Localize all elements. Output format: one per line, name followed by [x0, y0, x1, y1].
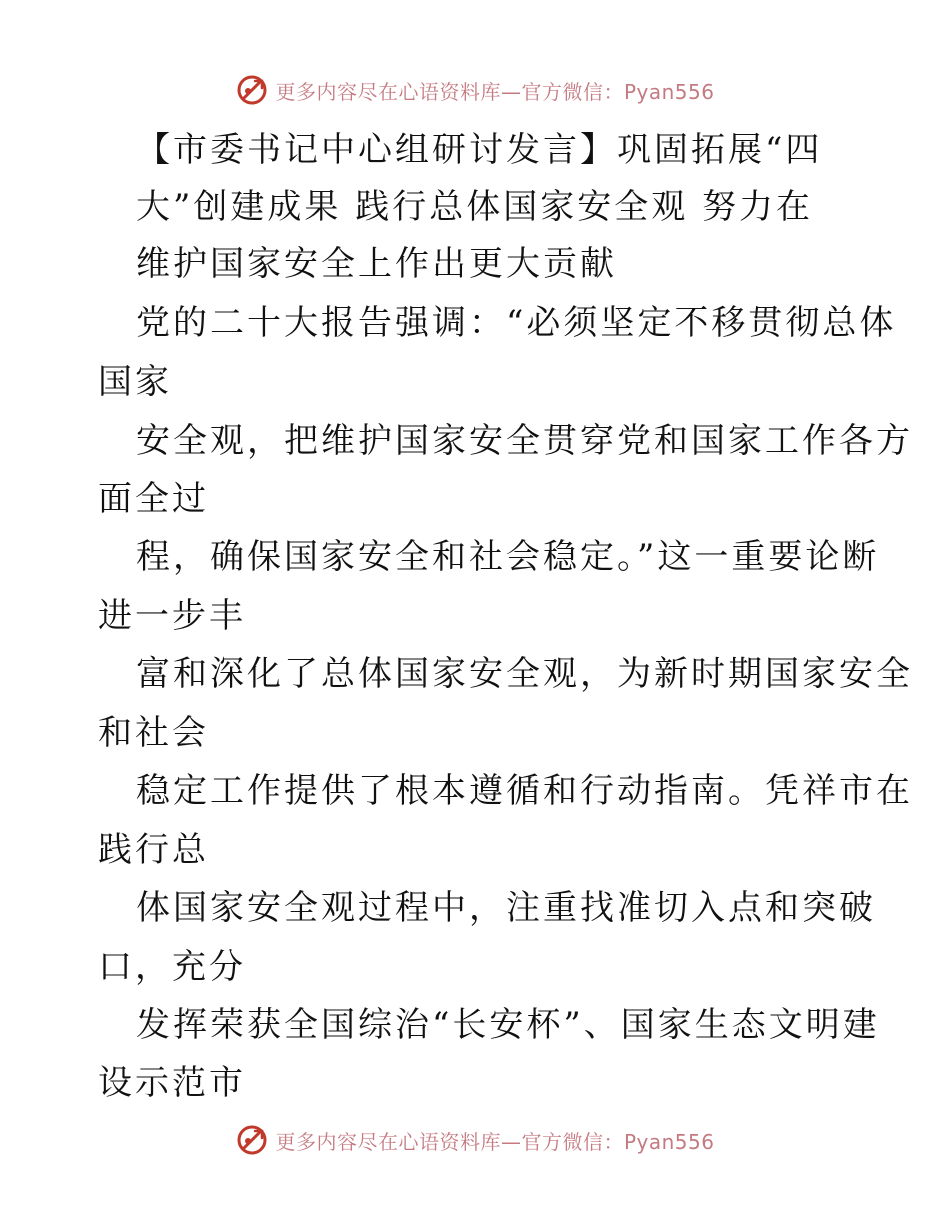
doc-line: 稳定工作提供了根本遵循和行动指南。凭祥市在: [136, 771, 913, 811]
watermark-group: [235, 1123, 714, 1157]
watermark-text: 更多内容尽在心语资料库—官方微信：Pyan556: [275, 79, 715, 104]
doc-line: 和社会: [98, 713, 209, 753]
brand-logo-icon: [235, 73, 269, 107]
brand-logo-icon: [235, 1123, 269, 1157]
doc-line: 进一步丰: [98, 596, 246, 636]
footer-watermark: [0, 1120, 950, 1160]
watermark-group: [235, 73, 714, 107]
doc-title-line-2: 大”创建成果 践行总体国家安全观 努力在: [136, 187, 813, 227]
doc-line: 安全观，把维护国家安全贯穿党和国家工作各方: [136, 421, 913, 461]
watermark-text: 更多内容尽在心语资料库—官方微信：Pyan556: [275, 1129, 715, 1154]
doc-line: 设示范市: [98, 1063, 246, 1103]
doc-title-line-1: 【市委书记中心组研讨发言】巩固拓展“四: [136, 130, 823, 170]
doc-line: 富和深化了总体国家安全观，为新时期国家安全: [136, 654, 913, 694]
header-watermark: [0, 70, 950, 110]
doc-line: 口，充分: [98, 947, 246, 987]
doc-line: 党的二十大报告强调：“必须坚定不移贯彻总体: [136, 303, 897, 343]
doc-line: 面全过: [98, 479, 209, 519]
doc-line: 程，确保国家安全和社会稳定。”这一重要论断: [136, 537, 880, 577]
doc-line: 践行总: [98, 830, 209, 870]
doc-title-line-3: 维护国家安全上作出更大贡献: [136, 244, 617, 284]
doc-line: 发挥荣获全国综治“长安杯”、国家生态文明建: [136, 1005, 880, 1045]
doc-line: 国家: [98, 362, 172, 402]
doc-line: 体国家安全观过程中，注重找准切入点和突破: [136, 888, 876, 928]
